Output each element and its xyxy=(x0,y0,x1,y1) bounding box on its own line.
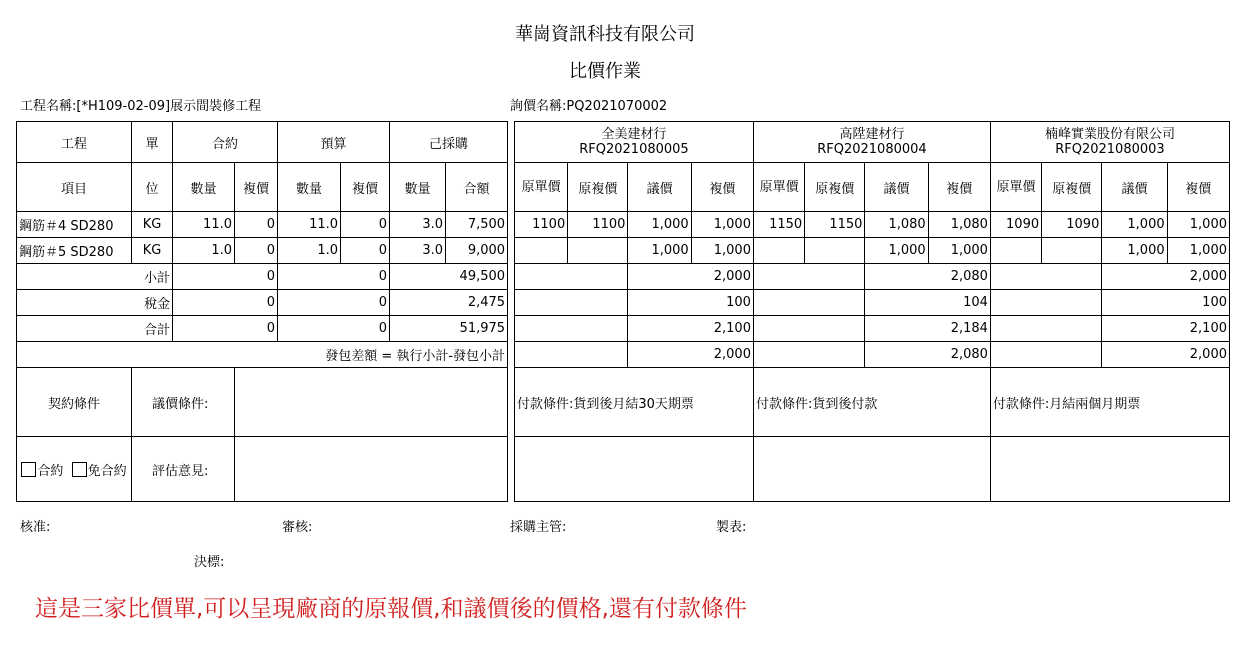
vendor-notes xyxy=(753,437,990,502)
orig-price xyxy=(753,238,804,264)
col-reprice: 複價 xyxy=(928,163,990,212)
total-contract: 0 xyxy=(173,316,278,342)
subtotal-row xyxy=(17,264,508,290)
purchased-qty: 3.0 xyxy=(390,238,446,264)
header-purchased-qty: 數量 xyxy=(390,163,446,212)
vendor-tax-row xyxy=(515,290,1230,316)
tax-purchased: 2,475 xyxy=(390,290,508,316)
evaluation-label: 評估意見: xyxy=(132,437,235,502)
contract-qty: 11.0 xyxy=(173,212,235,238)
contract-checkbox-label: 合約 xyxy=(37,463,64,479)
orig-reprice xyxy=(568,238,628,264)
item-name: 鋼筋＃5 SD280 xyxy=(17,238,132,264)
vendor-name: 全美建材行 xyxy=(601,127,667,142)
header-budget: 預算 xyxy=(278,122,390,163)
vendor-subtotal: 2,080 xyxy=(865,264,991,290)
document-title: 比價作業 xyxy=(569,61,641,82)
vendor-notes xyxy=(990,437,1229,502)
header-unit-line2: 位 xyxy=(132,163,173,212)
negotiated-price: 1,080 xyxy=(865,212,928,238)
negotiated-price: 1,000 xyxy=(1102,238,1167,264)
contract-terms-label: 契約條件 xyxy=(17,368,132,437)
negotiated-price: 1,000 xyxy=(628,238,691,264)
subtotal-label: 小計 xyxy=(17,264,173,290)
orig-reprice: 1100 xyxy=(568,212,628,238)
vendor-payment-terms: 付款條件:月結兩個月期票 xyxy=(990,368,1229,437)
vendor-payment-terms: 付款條件:貨到後月結30天期票 xyxy=(515,368,754,437)
header-unit-line1: 單 xyxy=(132,122,173,163)
header-purchased-amount: 合額 xyxy=(446,163,508,212)
vendor-tax: 100 xyxy=(628,290,754,316)
header-contract-reprice: 複價 xyxy=(235,163,278,212)
evaluation-value xyxy=(235,437,508,502)
purchased-amount: 7,500 xyxy=(446,212,508,238)
col-orig-price: 原單價 xyxy=(990,163,1041,212)
negotiated-price: 1,000 xyxy=(1102,212,1167,238)
inquiry-name: 詢價名稱:PQ2021070002 xyxy=(510,99,668,114)
purchased-amount: 9,000 xyxy=(446,238,508,264)
header-contract: 合約 xyxy=(173,122,278,163)
negotiation-terms-value xyxy=(235,368,508,437)
negotiated-price: 1,000 xyxy=(865,238,928,264)
col-orig-reprice: 原複價 xyxy=(1042,163,1102,212)
table-row xyxy=(515,212,1230,238)
vendor-rfq: RFQ2021080003 xyxy=(1055,142,1165,157)
prepared-by-label: 製表: xyxy=(716,520,747,535)
col-reprice: 複價 xyxy=(1167,163,1229,212)
decision-label: 決標: xyxy=(194,555,225,570)
header-item-line1: 工程 xyxy=(17,122,132,163)
total-budget: 0 xyxy=(278,316,390,342)
tax-label: 稅金 xyxy=(17,290,173,316)
total-purchased: 51,975 xyxy=(390,316,508,342)
orig-reprice xyxy=(1042,238,1102,264)
no-contract-checkbox-label: 免合約 xyxy=(87,463,127,479)
reprice: 1,000 xyxy=(691,212,753,238)
vendor-diff: 2,080 xyxy=(865,342,991,368)
vendor-tax: 104 xyxy=(865,290,991,316)
item-name: 鋼筋＃4 SD280 xyxy=(17,212,132,238)
header-contract-qty: 數量 xyxy=(173,163,235,212)
col-orig-reprice: 原複價 xyxy=(805,163,865,212)
subtotal-purchased: 49,500 xyxy=(390,264,508,290)
orig-price xyxy=(515,238,568,264)
orig-price xyxy=(990,238,1041,264)
vendor-notes xyxy=(515,437,754,502)
col-orig-price: 原單價 xyxy=(753,163,804,212)
item-unit: KG xyxy=(132,238,173,264)
orig-reprice xyxy=(805,238,865,264)
contract-checkbox[interactable] xyxy=(21,462,36,477)
table-row xyxy=(17,212,508,238)
table-row xyxy=(17,238,508,264)
tax-row xyxy=(17,290,508,316)
total-row xyxy=(17,316,508,342)
vendor-diff-row xyxy=(515,342,1230,368)
vendor-rfq: RFQ2021080005 xyxy=(579,142,689,157)
col-negotiated: 議價 xyxy=(865,163,928,212)
no-contract-checkbox[interactable] xyxy=(72,462,87,477)
header-budget-qty: 數量 xyxy=(278,163,341,212)
col-orig-reprice: 原複價 xyxy=(568,163,628,212)
contract-price: 0 xyxy=(235,212,278,238)
vendor-diff: 2,000 xyxy=(1102,342,1230,368)
caption-text: 這是三家比價單,可以呈現廠商的原報價,和議價後的價格,還有付款條件 xyxy=(35,596,747,622)
vendor-header-2 xyxy=(990,122,1229,163)
vendor-name: 高陞建材行 xyxy=(839,127,905,142)
company-name: 華崗資訊科技有限公司 xyxy=(515,24,695,45)
budget-qty: 11.0 xyxy=(278,212,341,238)
col-orig-price: 原單價 xyxy=(515,163,568,212)
reprice: 1,000 xyxy=(1167,212,1229,238)
table-row xyxy=(515,238,1230,264)
vendor-rfq: RFQ2021080004 xyxy=(817,142,927,157)
subtotal-budget: 0 xyxy=(278,264,390,290)
header-item-line2: 項目 xyxy=(17,163,132,212)
diff-row xyxy=(17,342,508,368)
tax-budget: 0 xyxy=(278,290,390,316)
header-purchased: 己採購 xyxy=(390,122,508,163)
vendor-header-0 xyxy=(515,122,754,163)
vendor-subtotal: 2,000 xyxy=(628,264,754,290)
vendor-header-1 xyxy=(753,122,990,163)
orig-reprice: 1090 xyxy=(1042,212,1102,238)
vendor-total-row xyxy=(515,316,1230,342)
orig-price: 1150 xyxy=(753,212,804,238)
budget-price: 0 xyxy=(341,238,390,264)
approve-signature-label: 核准: xyxy=(20,520,51,535)
contract-checkbox-group xyxy=(17,437,132,502)
reprice: 1,000 xyxy=(1167,238,1229,264)
vendor-tax: 100 xyxy=(1102,290,1230,316)
reprice: 1,000 xyxy=(928,238,990,264)
col-reprice: 複價 xyxy=(691,163,753,212)
review-signature-label: 審核: xyxy=(282,520,313,535)
vendor-subtotal-row xyxy=(515,264,1230,290)
contract-price: 0 xyxy=(235,238,278,264)
project-name: 工程名稱:[*H109-02-09]展示間裝修工程 xyxy=(20,99,262,114)
diff-label: 發包差額 = 執行小計-發包小計 xyxy=(17,342,508,368)
vendor-total: 2,184 xyxy=(865,316,991,342)
vendor-total: 2,100 xyxy=(1102,316,1230,342)
orig-price: 1090 xyxy=(990,212,1041,238)
total-label: 合計 xyxy=(17,316,173,342)
item-unit: KG xyxy=(132,212,173,238)
vendor-total: 2,100 xyxy=(628,316,754,342)
vendor-subtotal: 2,000 xyxy=(1102,264,1230,290)
vendor-name: 楠峰實業股份有限公司 xyxy=(1044,127,1175,142)
subtotal-contract: 0 xyxy=(173,264,278,290)
vendor-payment-terms: 付款條件:貨到後付款 xyxy=(753,368,990,437)
tax-contract: 0 xyxy=(173,290,278,316)
col-negotiated: 議價 xyxy=(628,163,691,212)
orig-reprice: 1150 xyxy=(805,212,865,238)
orig-price: 1100 xyxy=(515,212,568,238)
contract-qty: 1.0 xyxy=(173,238,235,264)
budget-table xyxy=(16,121,508,502)
col-negotiated: 議價 xyxy=(1102,163,1167,212)
header-budget-reprice: 複價 xyxy=(341,163,390,212)
vendor-diff: 2,000 xyxy=(628,342,754,368)
vendor-quote-table xyxy=(514,121,1230,502)
reprice: 1,080 xyxy=(928,212,990,238)
budget-qty: 1.0 xyxy=(278,238,341,264)
reprice: 1,000 xyxy=(691,238,753,264)
purchasing-manager-label: 採購主管: xyxy=(510,520,567,535)
negotiation-terms-label: 議價條件: xyxy=(132,368,235,437)
budget-price: 0 xyxy=(341,212,390,238)
purchased-qty: 3.0 xyxy=(390,212,446,238)
negotiated-price: 1,000 xyxy=(628,212,691,238)
